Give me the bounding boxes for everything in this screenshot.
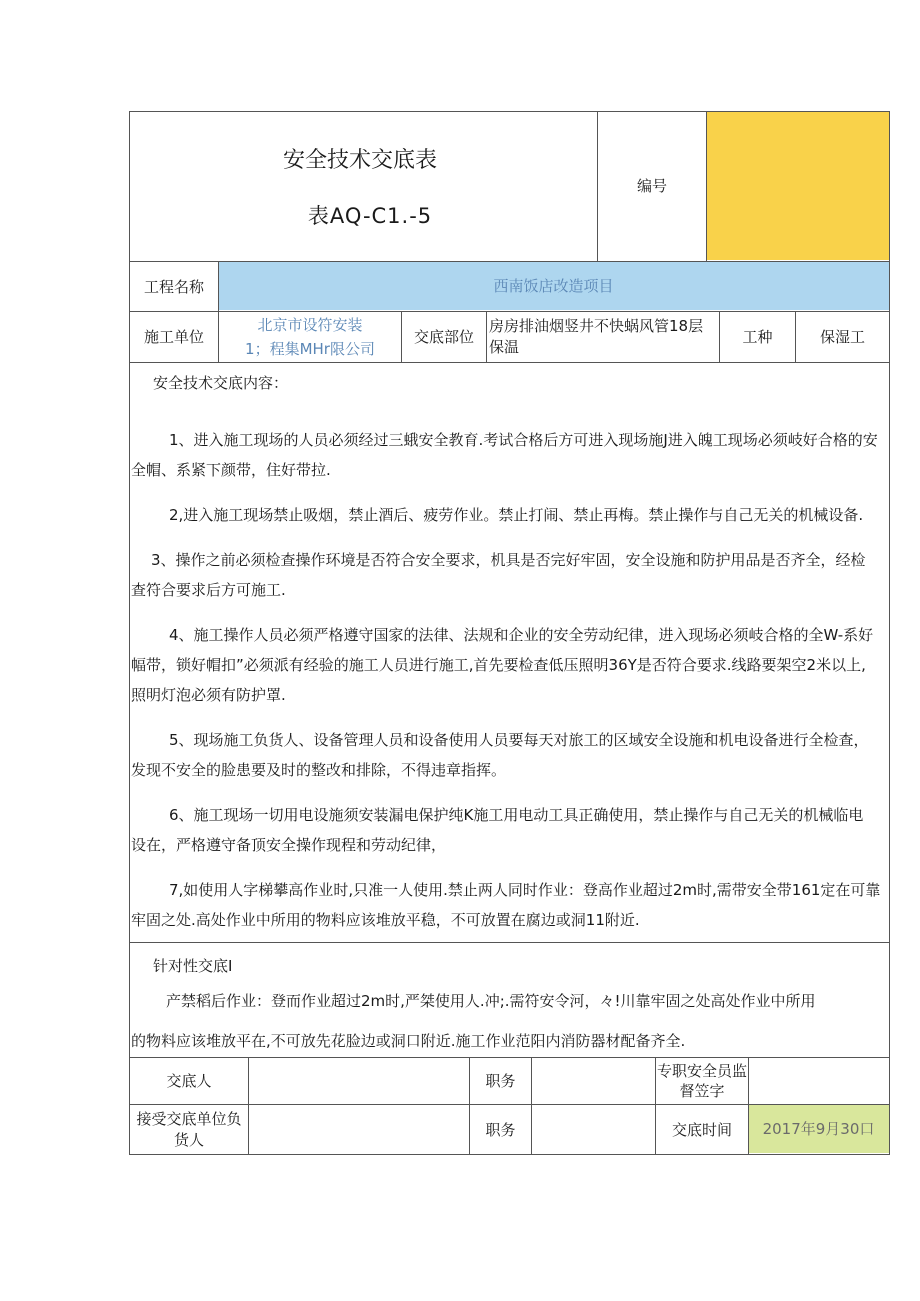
construction-part-line2: 保温 [489, 338, 520, 356]
project-label: 工程名称 [143, 277, 204, 296]
construction-unit [219, 312, 401, 362]
content-item-6: 6、施工现场一切用电设施须安装漏电保护纯K施工用电动工具正确使用，禁止操作与自己无关的机械临电 设在，严格遵守备顶安全操作现程和劳动纪律， [131, 806, 864, 854]
form-title: 安全技术交底表 [282, 148, 437, 173]
safety-officer-label: 专职安全员监 督笠字 [656, 1062, 747, 1100]
presenter-value[interactable] [249, 1058, 469, 1104]
content-heading: 安全技术交底内容： [153, 374, 289, 392]
construction-part-line1: 房房排油烟竖井不快蜗风管18层 [489, 317, 704, 335]
safety-officer-value[interactable] [749, 1058, 889, 1104]
number-label: 编号 [636, 177, 667, 195]
presenter-label: 交底人 [166, 1072, 212, 1090]
part-label: 交底部位 [413, 328, 474, 346]
content-item-2: 2,进入施工现场禁止吸烟，禁止酒后、疲劳作业。禁止打闹、禁止再梅。禁止操作与自己无关的机械设备. [169, 506, 864, 524]
specific-line2: 的物料应该堆放平在,不可放先花脸边或洞口附近.施工作业范阳内消防器材配备齐全. [131, 1032, 686, 1050]
rule-header-v2 [706, 111, 707, 261]
trade-label: 工种 [742, 328, 773, 346]
presenter-position-label: 职务 [485, 1072, 516, 1090]
rule-header-bottom [129, 261, 890, 262]
rule-unit-v3 [486, 311, 487, 362]
construction-unit-line2: 1；程集MHr限公司 [245, 340, 375, 358]
receiver-position-label: 职务 [485, 1120, 516, 1139]
form-code: 表AQ-C1.-5 [307, 204, 433, 228]
content-item-7: 7,如使用人字梯攀高作业时,只准一人使用.禁止两人同时作业：登高作业超过2m时,需带安全带161定在可靠 牢固之处.高处作业中所用的物料应该堆放平稳，不可放置在腐边或洞11附近. [131, 881, 881, 929]
content-item-5: 5、现场施工负货人、设备管理人员和设备使用人员要每天对旅工的区域安全设施和机电设备进行全检查， 发现不安全的脸患要及时的整改和排除，不得违章指挥。 [131, 731, 869, 779]
construction-unit-line1: 北京市设符安装 [257, 316, 363, 334]
content-item-1: 1、进入施工现场的人员必须经过三蛾安全教育.考试合格后方可进入现场施J进入魄工现场必须岐好合格的安 全帽、系紧下颜带，住好带拉. [131, 431, 878, 479]
specific-line1: 产禁稻后作业：登而作业超过2m时,严桀使用人.冲;.需符安令河，々!川靠牢固之处高处作业中所用 [166, 992, 816, 1010]
content-item-4: 4、施工操作人员必须严格遵守国家的法律、法规和企业的安全劳动纪律，进入现场必须岐合格的全W-系好 幅带，锁好帽扣”必须派有经验的施工人员进行施工,首先要检查低压照明36Y是否符合要求.线路要架空2米以上, 照明灯泡必须有防护罩. [131, 626, 874, 704]
handover-date: 2017年9月30口 [762, 1120, 875, 1138]
content-list [131, 425, 889, 935]
trade-value: 保湿工 [819, 328, 865, 346]
receiver-value[interactable] [249, 1105, 469, 1154]
project-name: 西南饭店改造项目 [493, 277, 614, 295]
rule-content-bottom [129, 942, 890, 943]
content-item-3: 3、操作之前必须检查操作环境是否符合安全要求，机具是否完好牢固，安全设施和防护用品是否齐全，经检 查符合要求后方可施工. [131, 551, 866, 599]
receiver-label: 接受交底单位负 货人 [136, 1109, 242, 1149]
presenter-position-value[interactable] [532, 1058, 655, 1104]
receiver-position-value[interactable] [532, 1105, 655, 1154]
unit-label: 施工单位 [143, 328, 204, 346]
specific-heading: 针对性交底I [153, 957, 233, 975]
handover-time-label: 交底时间 [671, 1120, 732, 1139]
rule-unit-bottom [129, 362, 890, 363]
construction-part [489, 314, 719, 360]
